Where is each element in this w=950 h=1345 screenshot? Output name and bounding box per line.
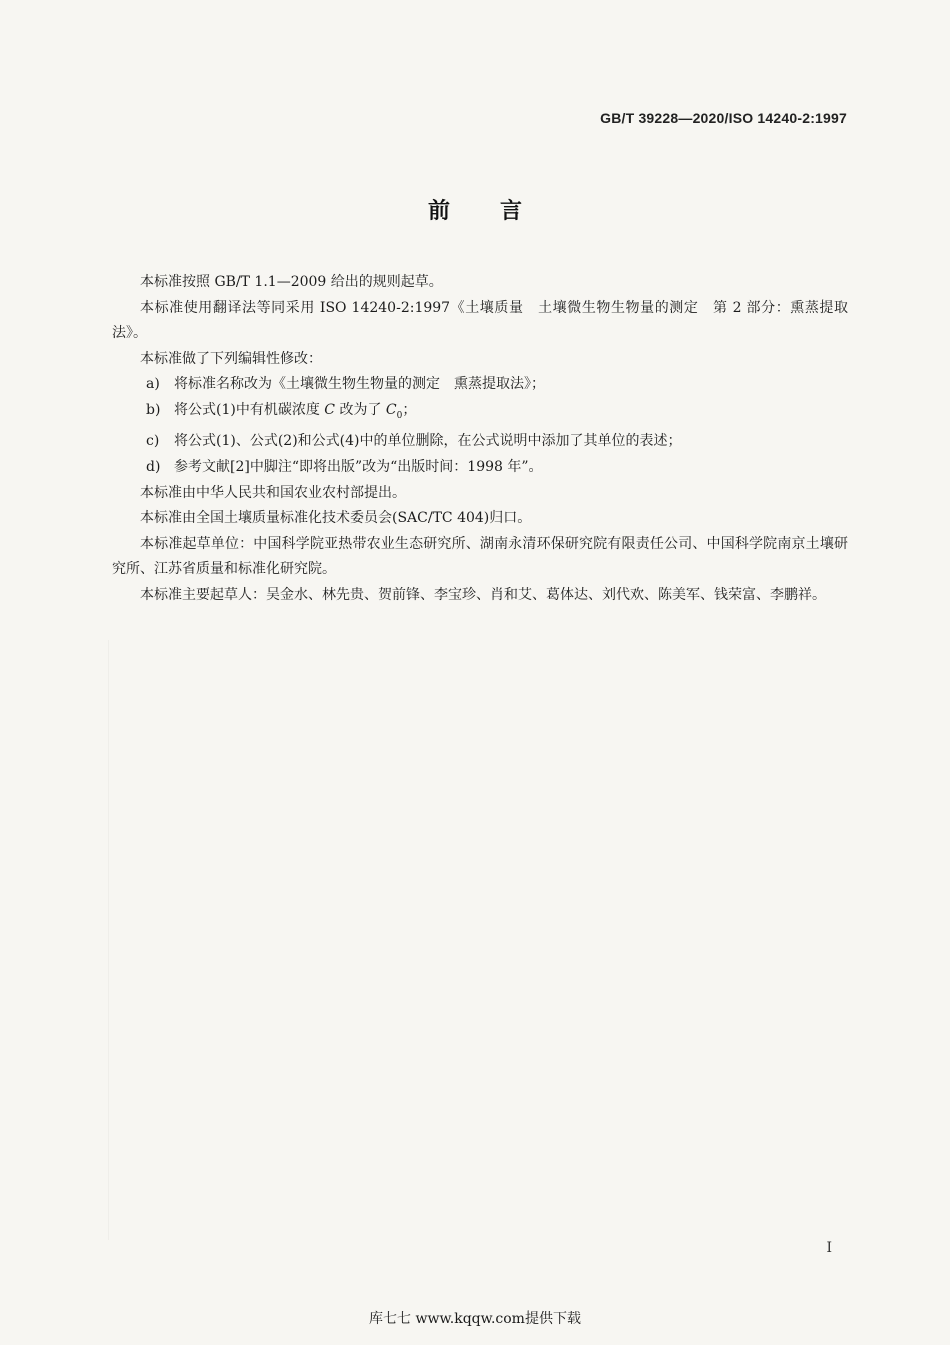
list-text: 将公式(1)、公式(2)和公式(4)中的单位删除，在公式说明中添加了其单位的表述； bbox=[174, 433, 682, 450]
paragraph-proposer: 本标准由中华人民共和国农业农村部提出。 bbox=[140, 484, 406, 501]
list-text: 改为了 bbox=[335, 401, 386, 418]
page-title bbox=[0, 194, 950, 225]
list-marker: a) bbox=[146, 376, 160, 393]
download-footer: 库七七 www.kqqw.com提供下载 bbox=[369, 1311, 581, 1327]
title-part-2: 言 bbox=[500, 199, 523, 224]
title-part-1: 前 bbox=[427, 199, 450, 224]
paragraph-technical-committee: 本标准由全国土壤质量标准化技术委员会(SAC/TC 404)归口。 bbox=[140, 510, 532, 527]
paragraph-drafting-rules: 本标准按照 GB/T 1.1—2009 给出的规则起草。 bbox=[140, 274, 443, 290]
list-marker: b) bbox=[146, 401, 161, 418]
preface-body bbox=[112, 270, 848, 609]
list-text: 将标准名称改为《土壤微生物生物量的测定 熏蒸提取法》； bbox=[174, 376, 545, 393]
list-item-a bbox=[112, 372, 848, 398]
list-text: 将公式(1)中有机碳浓度 bbox=[174, 401, 325, 418]
list-item-b bbox=[112, 398, 848, 429]
paragraph-drafters: 本标准主要起草人：吴金水、林先贵、贺前锋、李宝珍、肖和艾、葛体达、刘代欢、陈美军、钱荣富、李鹏祥。 bbox=[140, 586, 826, 603]
list-text: 参考文献[2]中脚注“即将出版”改为“出版时间：1998 年”。 bbox=[174, 458, 543, 475]
scan-artifact bbox=[108, 640, 109, 1240]
variable-c: C bbox=[324, 401, 335, 418]
paragraph-drafting-units: 本标准起草单位：中国科学院亚热带农业生态研究所、湖南永清环保研究院有限责任公司、中国科学院南京土壤研究所、江苏省质量和标准化研究院。 bbox=[112, 535, 848, 578]
list-text: ； bbox=[402, 401, 417, 418]
paragraph-modifications-intro: 本标准做了下列编辑性修改： bbox=[140, 350, 322, 367]
list-item-c bbox=[112, 429, 848, 455]
list-item-d bbox=[112, 455, 848, 481]
list-marker: c) bbox=[146, 433, 160, 450]
page-number: I bbox=[826, 1240, 832, 1256]
variable-c0: C bbox=[385, 401, 397, 418]
list-marker: d) bbox=[146, 458, 161, 475]
paragraph-adoption: 本标准使用翻译法等同采用 ISO 14240-2:1997《土壤质量 土壤微生物生物量的测定 第 2 部分：熏蒸提取法》。 bbox=[112, 299, 848, 342]
standard-code: GB/T 39228—2020/ISO 14240-2:1997 bbox=[600, 110, 847, 126]
subscript: 0 bbox=[396, 410, 403, 421]
